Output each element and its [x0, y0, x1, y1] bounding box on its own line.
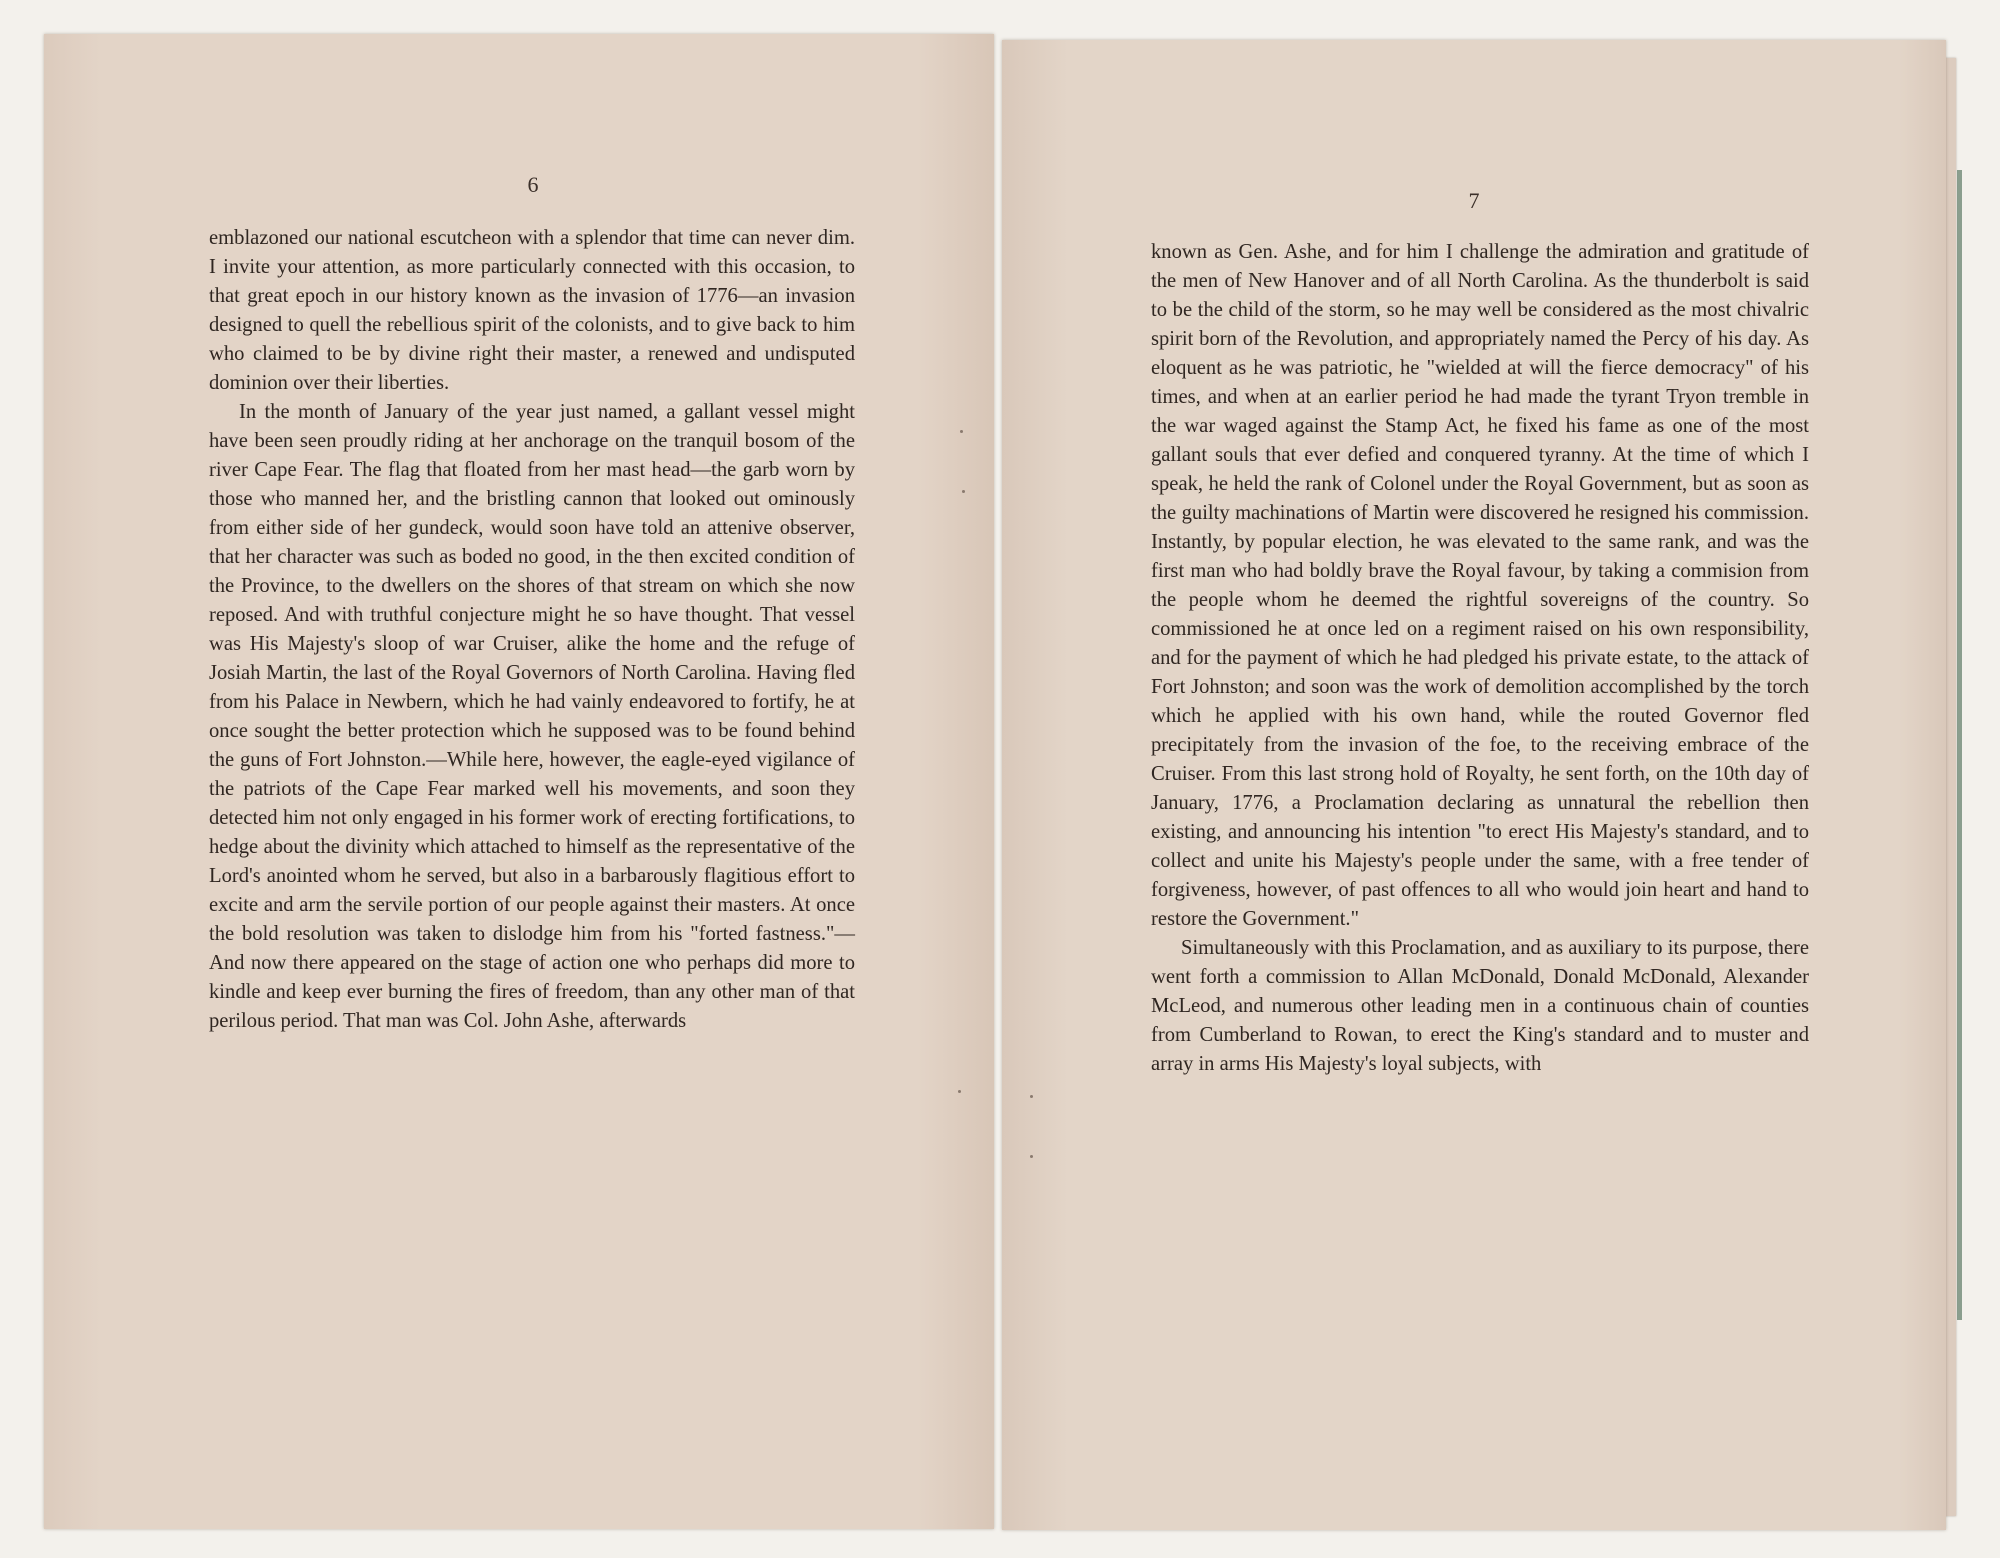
left-page-text: [209, 224, 855, 1036]
binding-hole: [962, 490, 965, 493]
left-paragraph-2: In the month of January of the year just named, a gallant vessel might have been seen proudly riding at her anchorage on the tranquil bosom of the river Cape Fear. The flag that floated from her mast head—the garb worn by those who manned her, and the bristling cannon that looked out ominously from either side of her gundeck, would soon have told an attenive observer, that her character was such as boded no good, in the then excited condition of the Province, to the dwellers on the shores of that stream on which she now reposed. And with truthful conjecture might he so have thought. That vessel was His Majesty's sloop of war Cruiser, alike the home and the refuge of Josiah Martin, the last of the Royal Governors of North Carolina. Having fled from his Palace in Newbern, which he had vainly endeavored to fortify, he at once sought the better protection which he supposed was to be found behind the guns of Fort Johnston.—While here, however, the eagle-eyed vigilance of the patriots of the Cape Fear marked well his movements, and soon they detected him not only engaged in his former work of erecting fortifications, to hedge about the divinity which attached to himself as the representative of the Lord's anointed whom he served, but also in a barbarously flagitious effort to excite and arm the servile portion of our people against their masters. At once the bold resolution was taken to dislodge him from his "forted fastness."—And now there appeared on the stage of action one who perhaps did more to kindle and keep ever burning the fires of freedom, than any other man of that perilous period. That man was Col. John Ashe, afterwards: [209, 401, 855, 1032]
binding-hole: [958, 1090, 961, 1093]
right-page-text: [1151, 238, 1809, 1079]
binding-hole: [1030, 1155, 1033, 1158]
binding-hole: [1030, 1095, 1033, 1098]
right-page-number: 7: [1468, 188, 1480, 213]
binding-hole: [960, 430, 963, 433]
cover-edge: [1957, 170, 1962, 1320]
left-paragraph-1: emblazoned our national escutcheon with a splendor that time can never dim. I invite your attention, as more particularly connected with this occasion, to that great epoch in our history known as the invasion of 1776—an invasion designed to quell the rebellious spirit of the colonists, and to give back to him who claimed to be by divine right their master, a renewed and undisputed dominion over their liberties.: [209, 227, 855, 394]
left-page-number: 6: [527, 172, 539, 197]
right-paragraph-1: known as Gen. Ashe, and for him I challenge the admiration and gratitude of the men of New Hanover and of all North Carolina. As the thunderbolt is said to be the child of the storm, so he may well be considered as the most chivalric spirit born of the Revolution, and appropriately named the Percy of his day. As eloquent as he was patriotic, he "wielded at will the fierce democracy" of his times, and when at an earlier period he had made the tyrant Tryon tremble in the war waged against the Stamp Act, he fixed his fame as one of the most gallant souls that ever defied and conquered tyranny. At the time of which I speak, he held the rank of Colonel under the Royal Government, but as soon as the guilty machinations of Martin were discovered he resigned his commission. Instantly, by popular election, he was elevated to the same rank, and was the first man who had boldly brave the Royal favour, by taking a commision from the people whom he deemed the rightful sovereigns of the country. So commissioned he at once led on a regiment raised on his own responsibility, and for the payment of which he had pledged his private estate, to the attack of Fort Johnston; and soon was the work of demolition accomplished by the torch which he applied with his own hand, while the routed Governor fled precipitately from the invasion of the foe, to the receiving embrace of the Cruiser. From this last strong hold of Royalty, he sent forth, on the 10th day of January, 1776, a Proclamation declaring as unnatural the rebellion then existing, and announcing his intention "to erect His Majesty's standard, and to collect and unite his Majesty's people under the same, with a free tender of forgiveness, however, of past offences to all who would join heart and hand to restore the Government.": [1151, 241, 1809, 930]
right-paragraph-2: Simultaneously with this Proclamation, and as auxiliary to its purpose, there went forth a commission to Allan McDonald, Donald McDonald, Alexander McLeod, and numerous other leading men in a continuous chain of counties from Cumberland to Rowan, to erect the King's standard and to muster and array in arms His Majesty's loyal subjects, with: [1151, 937, 1810, 1075]
